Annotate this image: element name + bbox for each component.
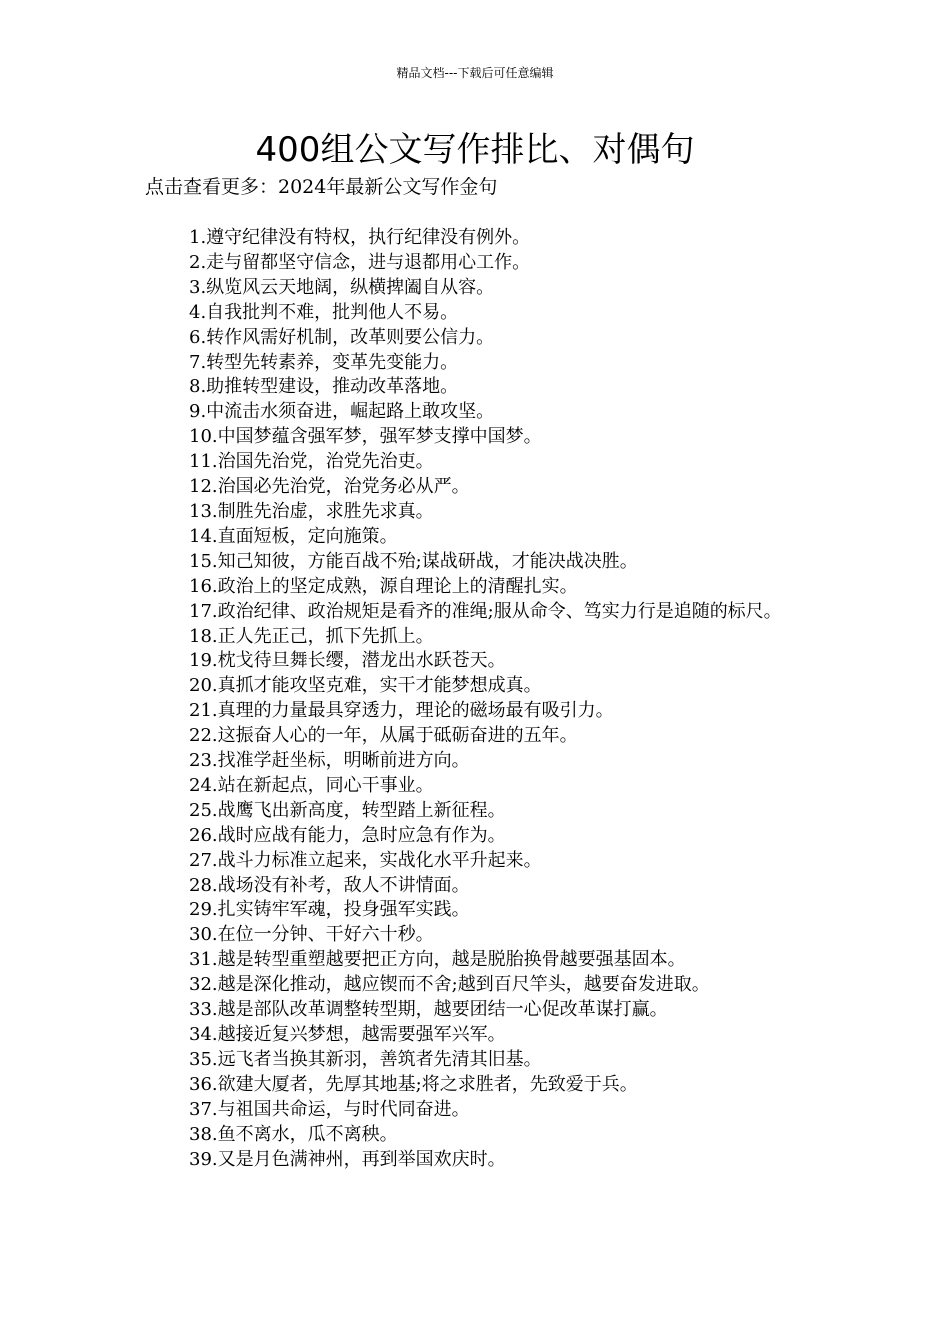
- list-item: 13.制胜先治虚，求胜先求真。: [189, 500, 434, 522]
- list-item: 27.战斗力标准立起来，实战化水平升起来。: [189, 849, 542, 871]
- list-item: 7.转型先转素养，变革先变能力。: [189, 351, 459, 373]
- list-item: 17.政治纪律、政治规矩是看齐的准绳;服从命令、笃实力行是追随的标尺。: [189, 600, 782, 622]
- list-item: 34.越接近复兴梦想，越需要强军兴军。: [189, 1024, 506, 1045]
- list-item: 15.知己知彼，方能百战不殆;谋战研战，才能决战决胜。: [189, 550, 638, 572]
- list-item: 14.直面短板，定向施策。: [189, 525, 398, 547]
- list-item: 19.枕戈待旦舞长缨，潜龙出水跃苍天。: [189, 650, 506, 672]
- document-title: 400组公文写作排比、对偶句: [255, 130, 695, 170]
- list-item: 24.站在新起点，同心干事业。: [189, 774, 434, 796]
- list-item: 12.治国必先治党，治党务必从严。: [189, 476, 470, 498]
- phrase-list: [145, 226, 807, 1172]
- list-item: 29.扎实铸牢军魂，投身强军实践。: [189, 899, 470, 921]
- list-item: 16.政治上的坚定成熟，源自理论上的清醒扎实。: [189, 575, 578, 597]
- list-item: 2.走与留都坚守信念，进与退都用心工作。: [189, 251, 531, 273]
- list-item: 10.中国梦蕴含强军梦，强军梦支撑中国梦。: [189, 426, 542, 448]
- list-item: 8.助推转型建设，推动改革落地。: [189, 376, 459, 398]
- list-item: 1.遵守纪律没有特权，执行纪律没有例外。: [189, 227, 531, 248]
- list-item: 37.与祖国共命运，与时代同奋进。: [189, 1098, 470, 1120]
- list-item: 32.越是深化推动，越应锲而不舍;越到百尺竿头，越要奋发进取。: [189, 974, 710, 996]
- list-item: 23.找准学赶坐标，明晰前进方向。: [189, 750, 470, 772]
- list-item: 26.战时应战有能力，急时应急有作为。: [189, 824, 506, 846]
- list-item: 22.这振奋人心的一年，从属于砥砺奋进的五年。: [189, 725, 578, 747]
- list-item: 36.欲建大厦者，先厚其地基;将之求胜者，先致爱于兵。: [189, 1073, 638, 1095]
- list-item: 20.真抓才能攻坚克难，实干才能梦想成真。: [189, 675, 542, 697]
- list-item: 4.自我批判不难，批判他人不易。: [189, 301, 459, 323]
- more-link[interactable]: 点击查看更多：2024年最新公文写作金句: [145, 176, 498, 198]
- list-item: 25.战鹰飞出新高度，转型踏上新征程。: [189, 799, 506, 821]
- list-item: 18.正人先正己，抓下先抓上。: [189, 625, 434, 647]
- list-item: 6.转作风需好机制，改革则要公信力。: [189, 326, 495, 348]
- list-item: 3.纵览风云天地阔，纵横捭阖自从容。: [189, 276, 495, 298]
- list-item: 31.越是转型重塑越要把正方向，越是脱胎换骨越要强基固本。: [189, 949, 686, 971]
- list-item: 33.越是部队改革调整转型期，越要团结一心促改革谋打赢。: [189, 999, 668, 1021]
- list-item: 28.战场没有补考，敌人不讲情面。: [189, 874, 470, 896]
- page-header: 精品文档---下载后可任意编辑: [396, 66, 554, 80]
- list-item: 21.真理的力量最具穿透力，理论的磁场最有吸引力。: [189, 700, 614, 722]
- list-item: 11.治国先治党，治党先治吏。: [189, 451, 434, 473]
- list-item: 9.中流击水须奋进，崛起路上敢攻坚。: [189, 401, 495, 423]
- list-item: 35.远飞者当换其新羽，善筑者先清其旧基。: [189, 1048, 542, 1070]
- list-item: 39.又是月色满神州，再到举国欢庆时。: [189, 1148, 506, 1170]
- list-item: 30.在位一分钟、干好六十秒。: [189, 924, 434, 946]
- list-item: 38.鱼不离水，瓜不离秧。: [189, 1123, 398, 1145]
